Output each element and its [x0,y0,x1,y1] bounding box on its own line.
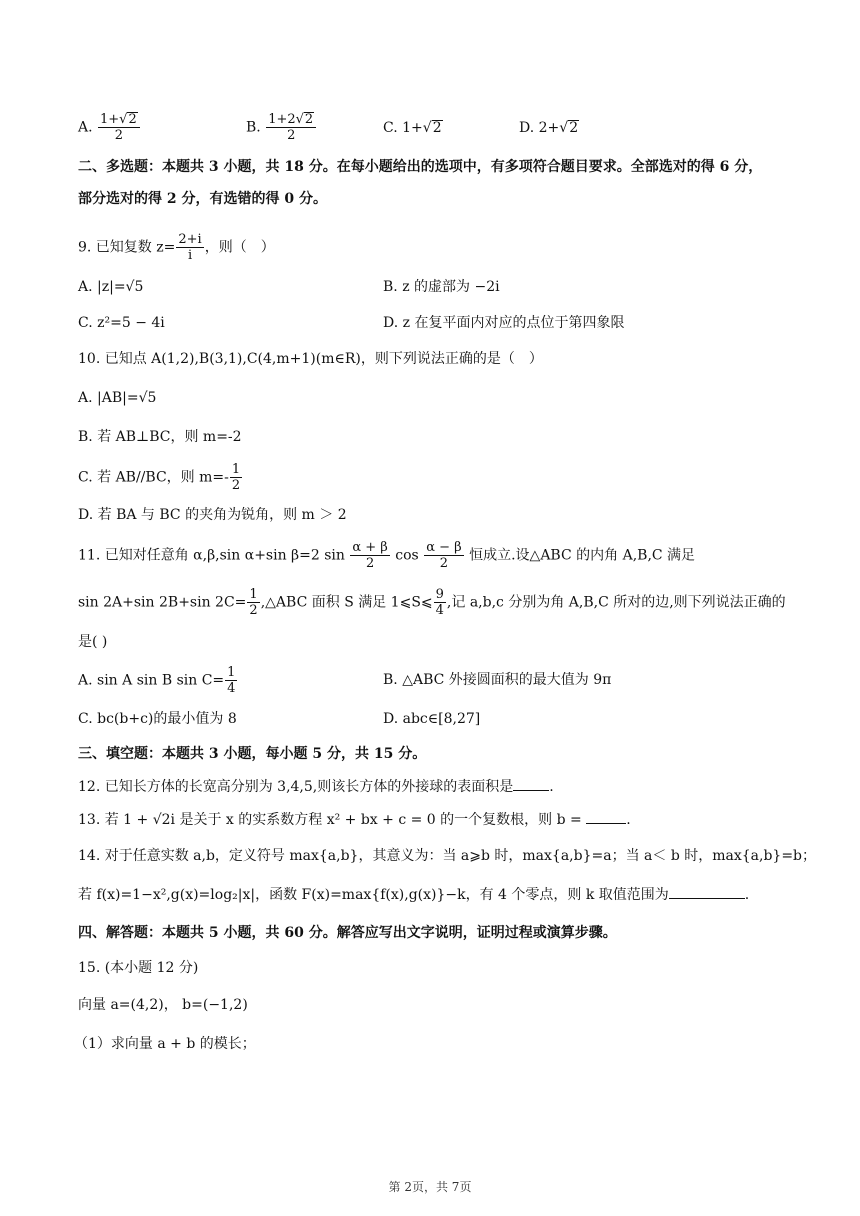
section-2-header-line2: 部分选对的得 2 分，有选错的得 0 分。 [78,191,327,207]
q8-option-a: A. $\frac{1+√2}{2}$ [78,112,141,143]
q10-option-b: B. 若 AB⊥BC，则 m=-2 [78,429,242,445]
section-4-header: 四、解答题：本题共 5 小题，共 60 分。解答应写出文字说明，证明过程或演算步骤。 [78,925,617,941]
section-3-header: 三、填空题：本题共 3 小题，每小题 5 分，共 15 分。 [78,746,427,762]
q11-option-c: C. bc(b+c)的最小值为 8 [78,711,237,727]
q10-option-a: A. |AB|=√5 [78,390,157,406]
q8-option-b: B. $\frac{1+2√2}{2}$ [246,112,317,143]
q11-stem-line1: 11. 已知对任意角 α,β,sin α+sin β=2 sin $\frac{\alpha + \beta}{2}$ cos $\frac{\alpha - \beta}{2}$ 恒成立.设△ABC 的内角 A,B,C 满足 [78,540,696,571]
q10-option-c: C. 若 AB//BC，则 m=- $\frac{1}{2}$ [78,462,241,493]
q13-answer-blank [586,823,626,824]
q11-stem-line2: sin 2A+sin 2B+sin 2C= $\frac{1}{2}$ ,△ABC 面积 S 满足 1⩽S⩽ $\frac{9}{4}$ ,记 a,b,c 分别为角 A,B,C 所对的边,则下列说法正确的 [78,587,786,618]
q9-stem: 9. 已知复数 z= $\frac{2+i}{i}$ ，则（ ） [78,232,275,263]
q13-stem: 13. 若 1 + √2i 是关于 x 的实系数方程 x² + bx + c = 0 的一个复数根，则 b = . [78,812,631,828]
q15-title: 15. (本小题 12 分) [78,960,199,976]
q9-option-c: C. z²=5 − 4i [78,315,165,331]
q11-option-d: D. abc∈[8,27] [383,711,481,727]
q10-option-d: D. 若 BA 与 BC 的夹角为锐角，则 m ＞ 2 [78,507,347,523]
q15-part1: （1）求向量 a + b 的模长； [74,1036,256,1052]
q9-option-a: A. |z|=√5 [78,279,144,295]
page-footer: 第 2页，共 7页 [388,1180,472,1194]
section-2-header-line1: 二、多选题：本题共 3 小题，共 18 分。在每小题给出的选项中，有多项符合题目要求。全部选对的得 6 分， [78,159,763,175]
q8-option-c: C. 1+√2 [383,120,442,136]
q11-option-a: A. sin A sin B sin C= $\frac{1}{4}$ [78,665,236,696]
q14-stem-line1: 14. 对于任意实数 a,b，定义符号 max{a,b}，其意义为：当 a⩾b 时，max{a,b}=a；当 a＜ b 时，max{a,b}=b； [78,848,817,864]
q10-stem: 10. 已知点 A(1,2),B(3,1),C(4,m+1)(m∈R)，则下列说法正确的是（ ） [78,351,543,367]
q14-stem-line2: 若 f(x)=1−x²,g(x)=log₂|x|，函数 F(x)=max{f(x),g(x)}−k，有 4 个零点，则 k 取值范围为 . [78,887,750,903]
q12-answer-blank [513,790,549,791]
q14-answer-blank [669,898,745,899]
q9-option-d: D. z 在复平面内对应的点位于第四象限 [383,315,625,331]
q9-option-b: B. z 的虚部为 −2i [383,279,500,295]
q11-option-b: B. △ABC 外接圆面积的最大值为 9π [383,672,612,688]
q12-stem: 12. 已知长方体的长宽高分别为 3,4,5,则该长方体的外接球的表面积是 . [78,779,554,795]
q15-vectors: 向量 a=(4,2)， b=(−1,2) [78,997,248,1013]
q11-stem-line3: 是( ) [78,634,108,650]
q8-option-d: D. 2+√2 [519,120,579,136]
